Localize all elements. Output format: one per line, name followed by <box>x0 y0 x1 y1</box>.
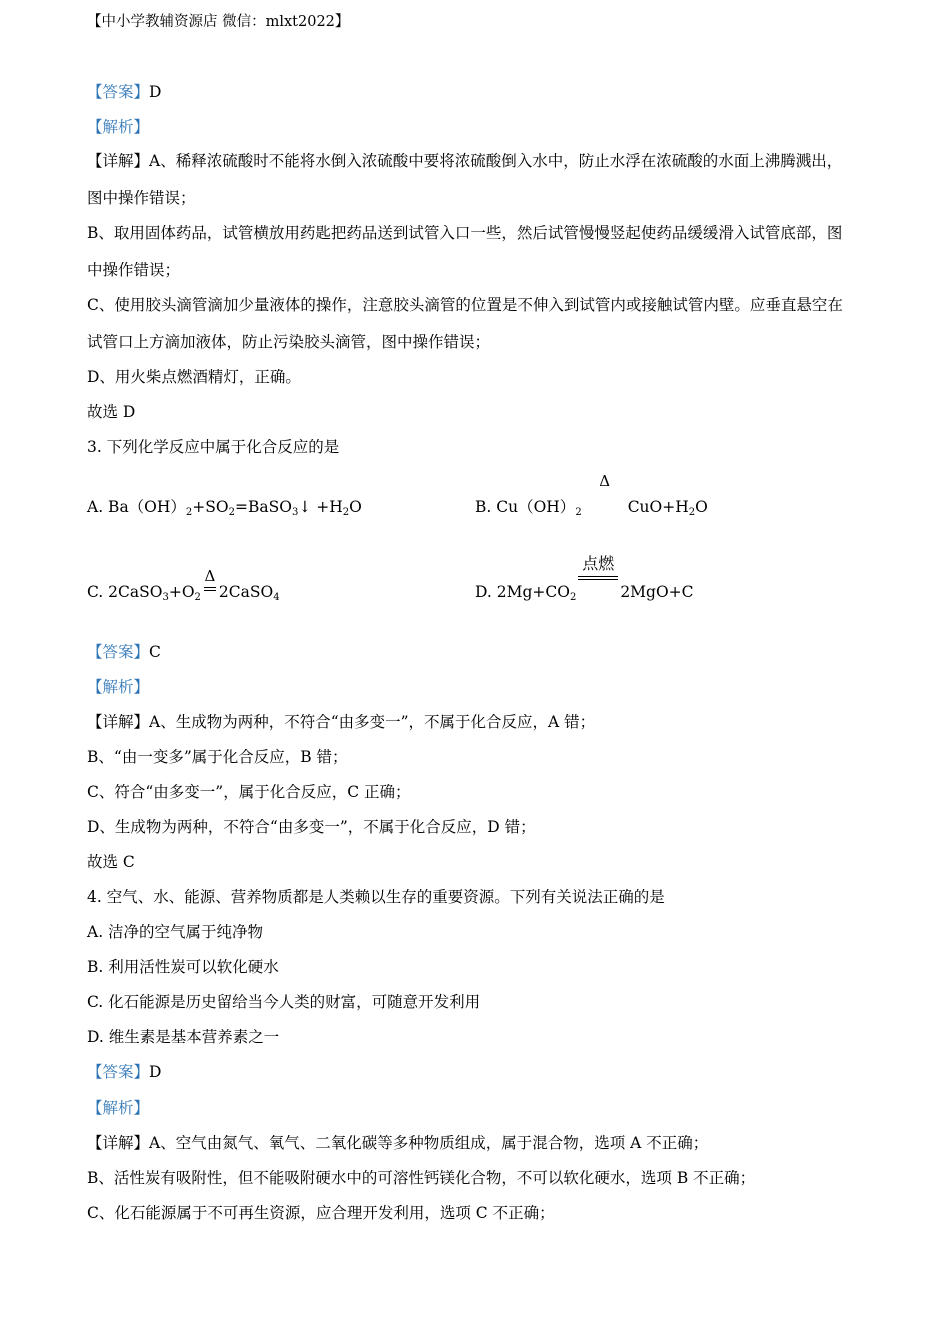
answer-value: D <box>149 83 162 101</box>
detail-text: A、空气由氮气、氧气、二氧化碳等多种物质组成，属于混合物，选项 A 不正确； <box>149 1134 709 1152</box>
detail-label: 【详解】 <box>87 713 150 731</box>
q4-detail-a <box>87 1133 708 1153</box>
q2-detail-b: B、取用固体药品，试管横放用药匙把药品送到试管入口一些，然后试管慢慢竖起使药品缓缓滑入试管底部，图中操作错误； <box>87 224 843 279</box>
q2-conclusion: 故选 D <box>87 403 136 421</box>
q4-stem: 4. 空气、水、能源、营养物质都是人类赖以生存的重要资源。下列有关说法正确的是 <box>87 888 665 906</box>
q3-answer <box>87 642 161 662</box>
answer-value: D <box>149 1063 162 1081</box>
answer-label: 【答案】 <box>87 1063 150 1081</box>
q3-option-d: D. $2Mg+CO_2$ 点燃 2MgO+C <box>475 554 694 603</box>
reaction-condition: Δ <box>599 472 611 490</box>
q3-detail-a <box>87 712 595 732</box>
q4-detail-c: C、化石能源属于不可再生资源，应合理开发利用，选项 C 不正确； <box>87 1204 555 1222</box>
detail-label: 【详解】 <box>87 152 150 170</box>
q3-detail-d: D、生成物为两种，不符合“由多变一”，不属于化合反应，D 错； <box>87 818 536 836</box>
q4-analysis-label: 【解析】 <box>87 1099 150 1117</box>
page-header: 【中小学教辅资源店 微信：mlxt2022】 <box>87 14 350 30</box>
q4-option-d: D. 维生素是基本营养素之一 <box>87 1028 280 1046</box>
answer-label: 【答案】 <box>87 83 150 101</box>
q3-detail-c: C、符合“由多变一”，属于化合反应，C 正确； <box>87 783 411 801</box>
q2-answer <box>87 82 161 102</box>
q4-option-c: C. 化石能源是历史留给当今人类的财富，可随意开发利用 <box>87 993 481 1011</box>
reaction-condition: Δ <box>203 582 217 602</box>
q3-detail-b: B、“由一变多”属于化合反应，B 错； <box>87 748 348 766</box>
detail-label: 【详解】 <box>87 1134 150 1152</box>
q2-detail-a <box>87 143 857 217</box>
q3-conclusion: 故选 C <box>87 853 135 871</box>
q4-detail-b: B、活性炭有吸附性，但不能吸附硬水中的可溶性钙镁化合物，不可以软化硬水，选项 B 不正确； <box>87 1169 756 1187</box>
answer-value: C <box>149 643 161 661</box>
q3-option-c: C. $2CaSO_3+O_2$ Δ 2CaSO$_4$ <box>87 567 280 603</box>
q4-option-b: B. 利用活性炭可以软化硬水 <box>87 958 279 976</box>
detail-text: A、稀释浓硫酸时不能将水倒入浓硫酸中要将浓硫酸倒入水中，防止水浮在浓硫酸的水面上沸腾溅出，图中操作错误； <box>87 152 843 207</box>
detail-text: A、生成物为两种，不符合“由多变一”，不属于化合反应，A 错； <box>149 713 596 731</box>
reaction-condition: 点燃 <box>578 582 618 602</box>
q3-stem: 3. 下列化学反应中属于化合反应的是 <box>87 438 340 456</box>
q2-analysis-label: 【解析】 <box>87 118 150 136</box>
q2-detail-d: D、用火柴点燃酒精灯，正确。 <box>87 368 301 386</box>
q4-option-a: A. 洁净的空气属于纯净物 <box>87 923 264 941</box>
q3-analysis-label: 【解析】 <box>87 678 150 696</box>
q3-option-a: A. $Ba(OH)_2+SO_2=BaSO_3↓ +H_2O$ <box>87 498 362 518</box>
q4-answer <box>87 1062 161 1082</box>
q2-detail-c: C、使用胶头滴管滴加少量液体的操作，注意胶头滴管的位置是不伸入到试管内或接触试管内壁。应垂直悬空在试管口上方滴加液体，防止污染胶头滴管，图中操作错误； <box>87 296 843 351</box>
answer-label: 【答案】 <box>87 643 150 661</box>
q3-option-b: B. $Cu(OH)_2$ Δ $CuO+H_2O$ <box>475 472 708 518</box>
